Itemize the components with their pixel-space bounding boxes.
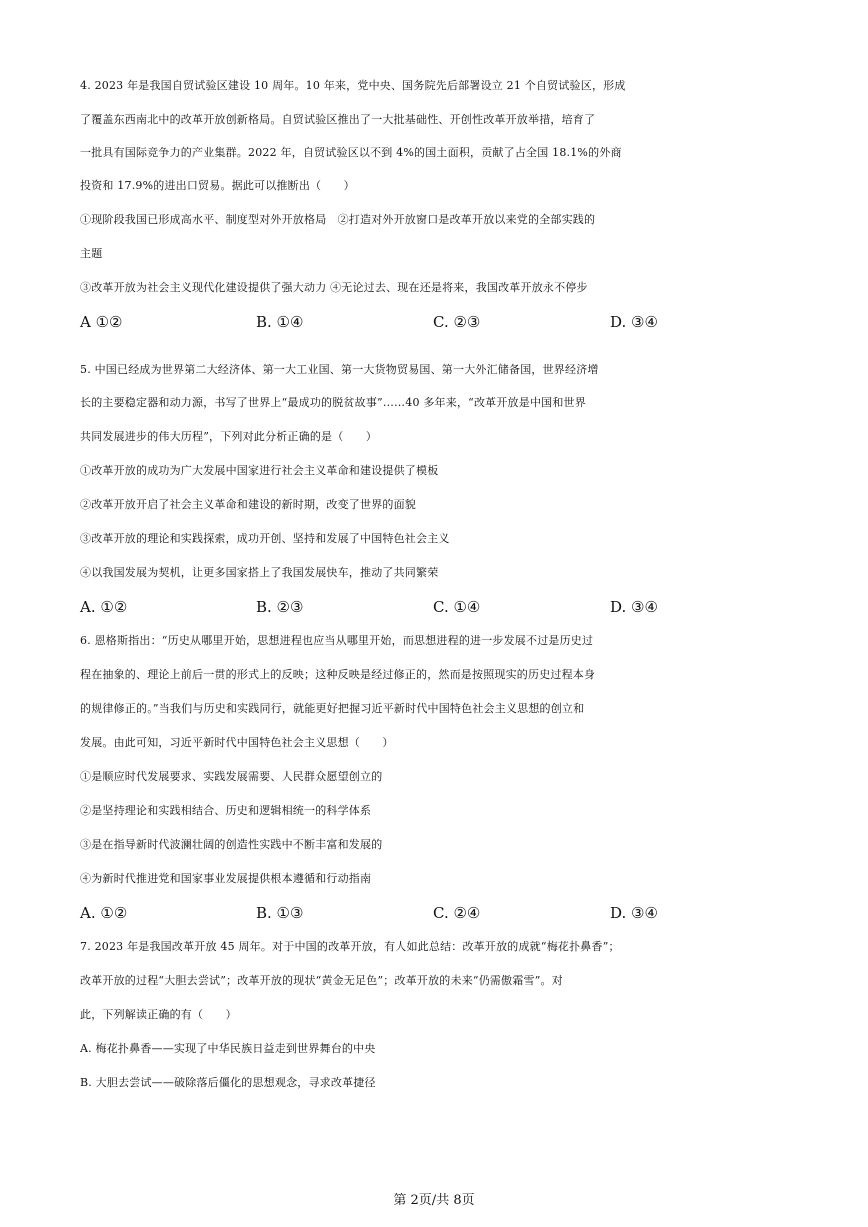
q6-line-5: ①是顺应时代发展要求、实践发展需要、人民群众愿望创立的 [80,770,383,783]
q5-line-1: 5. 中国已经成为世界第二大经济体、第一大工业国、第一大货物贸易国、第一大外汇储备国，世界经济增 [80,363,599,376]
q6-line-6: ②是坚持理论和实践相结合、历史和逻辑相统一的科学体系 [80,804,372,817]
q6-option-d: D. ③④ [610,904,658,922]
q5-line-2: 长的主要稳定器和动力源，书写了世界上“最成功的脱贫故事”……40 多年来，“改革开放是中国和世界 [80,396,586,409]
q6-line-2: 程在抽象的、理论上前后一贯的形式上的反映；这种反映是经过修正的，然而是按照现实的历史过程本身 [80,668,596,681]
q6-line-3: 的规律修正的。”当我们与历史和实践同行，就能更好把握习近平新时代中国特色社会主义思想的创立和 [80,702,585,715]
q5-line-6: ③改革开放的理论和实践探索，成功开创、坚持和发展了中国特色社会主义 [80,532,450,545]
q6-line-1: 6. 恩格斯指出：“历史从哪里开始，思想进程也应当从哪里开始，而思想进程的进一步发展不过是历史过 [80,634,594,647]
q7-option-b: B. 大胆去尝试——破除落后僵化的思想观念，寻求改革捷径 [80,1076,376,1089]
q4-option-c: C. ②③ [433,313,481,331]
q7-option-a: A. 梅花扑鼻香——实现了中华民族日益走到世界舞台的中央 [80,1042,376,1055]
q5-line-4: ①改革开放的成功为广大发展中国家进行社会主义革命和建设提供了模板 [80,464,439,477]
q6-option-a: A. ①② [80,904,128,922]
q4-line-2: 了覆盖东西南北中的改革开放创新格局。自贸试验区推出了一大批基础性、开创性改革开放举措，培育了 [80,113,596,126]
q5-line-5: ②改革开放开启了社会主义革命和建设的新时期，改变了世界的面貌 [80,498,416,511]
q5-option-c: C. ①④ [433,598,481,616]
q7-line-3: 此，下列解读正确的有（ ） [80,1008,237,1021]
q7-line-2: 改革开放的过程“大胆去尝试”；改革开放的现状“黄金无足色”；改革开放的未来“仍需傲霜雪”。对 [80,974,563,987]
q5-line-7: ④以我国发展为契机，让更多国家搭上了我国发展快车，推动了共同繁荣 [80,566,439,579]
q4-option-a: A ①② [80,313,123,331]
q5-line-3: 共同发展进步的伟大历程”，下列对此分析正确的是（ ） [80,430,378,443]
q4-line-3: 一批具有国际竞争力的产业集群。2022 年，自贸试验区以不到 4%的国土面积，贡献了占全国 18.1%的外商 [80,146,622,159]
q4-line-6: 主题 [80,247,103,260]
q6-line-8: ④为新时代推进党和国家事业发展提供根本遵循和行动指南 [80,872,372,885]
q4-line-1: 4. 2023 年是我国自贸试验区建设 10 周年。10 年来，党中央、国务院先后部署设立 21 个自贸试验区，形成 [80,79,626,92]
q4-line-7: ③改革开放为社会主义现代化建设提供了强大动力 ④无论过去、现在还是将来，我国改革开放永不停步 [80,281,588,294]
q4-line-4: 投资和 17.9%的进出口贸易。据此可以推断出（ ） [80,179,355,192]
q7-line-1: 7. 2023 年是我国改革开放 45 周年。对于中国的改革开放，有人如此总结：改革开放的成就“梅花扑鼻香”； [80,940,620,953]
page-footer: 第 2页/共 8页 [393,1193,475,1208]
q5-option-a: A. ①② [80,598,128,616]
q5-option-d: D. ③④ [610,598,658,616]
q6-option-b: B. ①③ [256,904,304,922]
q5-option-b: B. ②③ [256,598,304,616]
q4-option-d: D. ③④ [610,313,658,331]
q6-line-7: ③是在指导新时代波澜壮阔的创造性实践中不断丰富和发展的 [80,838,383,851]
q6-option-c: C. ②④ [433,904,481,922]
q4-option-b: B. ①④ [256,313,304,331]
q4-line-5: ①现阶段我国已形成高水平、制度型对外开放格局 ②打造对外开放窗口是改革开放以来党的全部实践的 [80,213,596,226]
q6-line-4: 发展。由此可知，习近平新时代中国特色社会主义思想（ ） [80,736,394,749]
